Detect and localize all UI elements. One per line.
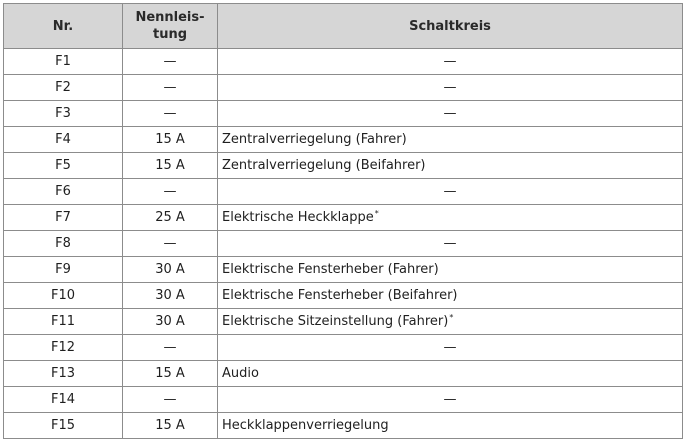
fuse-circuit-label: Elektrische Heckklappe	[222, 210, 374, 225]
fuse-circuit	[218, 335, 683, 361]
fuse-rating: —	[123, 335, 218, 361]
header-circuit: Schaltkreis	[218, 4, 683, 49]
fuse-circuit	[218, 127, 683, 153]
fuse-number: F9	[4, 257, 123, 283]
fuse-circuit-label: Elektrische Sitzeinstellung (Fahrer)	[222, 314, 449, 329]
fuse-number: F12	[4, 335, 123, 361]
fuse-circuit	[218, 283, 683, 309]
fuse-rating: 30 A	[123, 283, 218, 309]
fuse-rating: 30 A	[123, 257, 218, 283]
fuse-circuit-label: Elektrische Fensterheber (Beifahrer)	[222, 288, 458, 303]
fuse-circuit-label: Elektrische Fensterheber (Fahrer)	[222, 262, 439, 277]
fuse-circuit	[218, 49, 683, 75]
header-rating	[123, 4, 218, 49]
fuse-circuit-label: Zentralverriegelung (Fahrer)	[222, 132, 407, 147]
footnote-marker: *	[374, 208, 379, 218]
fuse-rating: —	[123, 179, 218, 205]
fuse-circuit	[218, 309, 683, 335]
table-row	[4, 179, 683, 205]
table-row	[4, 49, 683, 75]
fuse-rating: 15 A	[123, 153, 218, 179]
fuse-rating: —	[123, 387, 218, 413]
fuse-circuit-label: —	[443, 236, 457, 251]
table-row	[4, 257, 683, 283]
fuse-number: F11	[4, 309, 123, 335]
fuse-circuit-label: Heckklappenverriegelung	[222, 418, 389, 433]
fuse-circuit-label: —	[443, 54, 457, 69]
fuse-rating: 15 A	[123, 361, 218, 387]
fuse-circuit-label: —	[443, 340, 457, 355]
header-nr: Nr.	[4, 4, 123, 49]
fuse-rating: 15 A	[123, 127, 218, 153]
fuse-rating: —	[123, 49, 218, 75]
fuse-circuit	[218, 205, 683, 231]
footnote-marker: *	[449, 312, 454, 322]
fuse-circuit	[218, 179, 683, 205]
header-rating-line2: tung	[152, 27, 188, 42]
table-row	[4, 231, 683, 257]
fuse-number: F6	[4, 179, 123, 205]
fuse-number: F8	[4, 231, 123, 257]
fuse-number: F1	[4, 49, 123, 75]
fuse-number: F2	[4, 75, 123, 101]
table-row	[4, 283, 683, 309]
fuse-number: F13	[4, 361, 123, 387]
table-row	[4, 153, 683, 179]
table-row	[4, 413, 683, 439]
fuse-number: F4	[4, 127, 123, 153]
table-row	[4, 127, 683, 153]
fuse-circuit	[218, 387, 683, 413]
fuse-circuit	[218, 153, 683, 179]
fuse-rating: 25 A	[123, 205, 218, 231]
fuse-circuit	[218, 361, 683, 387]
table-row	[4, 205, 683, 231]
fuse-rating: —	[123, 231, 218, 257]
fuse-number: F14	[4, 387, 123, 413]
fuse-circuit-label: —	[443, 106, 457, 121]
fuse-number: F15	[4, 413, 123, 439]
fuse-rating: —	[123, 75, 218, 101]
fuse-number: F5	[4, 153, 123, 179]
fuse-rating: 30 A	[123, 309, 218, 335]
table-row	[4, 335, 683, 361]
fuse-circuit-label: Audio	[222, 366, 259, 381]
fuse-circuit	[218, 413, 683, 439]
fuse-rating: —	[123, 101, 218, 127]
table-row	[4, 309, 683, 335]
fuse-circuit-label: —	[443, 80, 457, 95]
fuse-number: F3	[4, 101, 123, 127]
fuse-circuit	[218, 101, 683, 127]
fuse-circuit	[218, 75, 683, 101]
table-row	[4, 387, 683, 413]
fuse-number: F10	[4, 283, 123, 309]
header-row	[4, 4, 683, 49]
header-rating-line1: Nennleis-	[135, 10, 205, 25]
fuse-circuit-label: —	[443, 184, 457, 199]
table-header	[4, 4, 683, 49]
table-row	[4, 75, 683, 101]
fuse-circuit-label: Zentralverriegelung (Beifahrer)	[222, 158, 426, 173]
table-row	[4, 101, 683, 127]
fuse-circuit	[218, 231, 683, 257]
fuse-rating: 15 A	[123, 413, 218, 439]
fuse-circuit	[218, 257, 683, 283]
fuse-number: F7	[4, 205, 123, 231]
table-row	[4, 361, 683, 387]
table-body	[4, 49, 683, 439]
fuse-table	[3, 3, 683, 439]
fuse-circuit-label: —	[443, 392, 457, 407]
